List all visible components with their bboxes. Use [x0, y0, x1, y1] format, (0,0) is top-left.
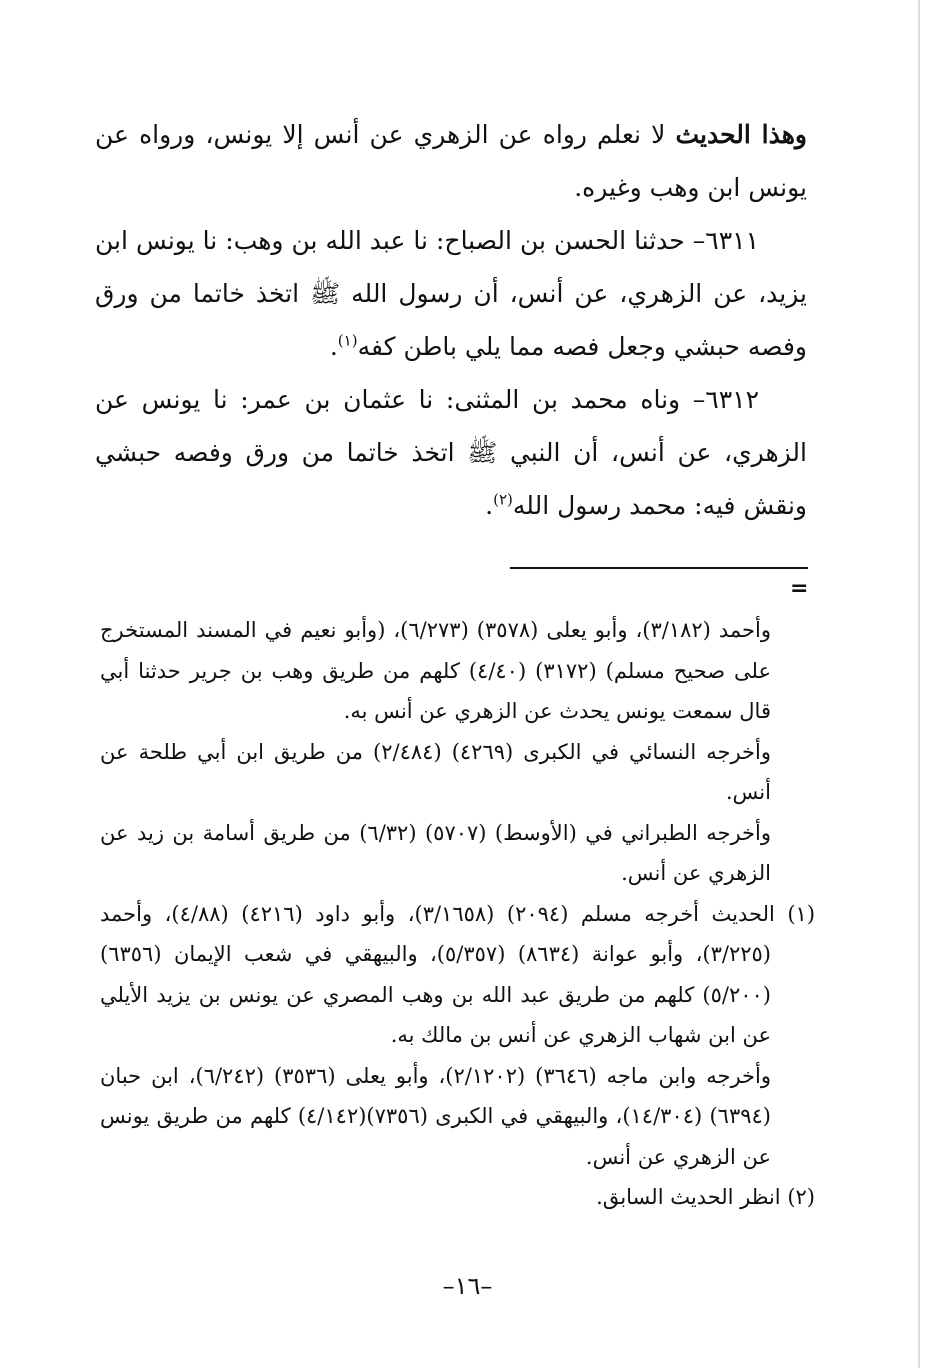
- continuation-mark: =: [790, 576, 809, 601]
- hadith-6312-end: .: [485, 491, 494, 520]
- footnote-1-continued: وأخرجه وابن ماجه (٣٦٤٦) (٢/١٢٠٢)، وأبو يعلى (٣٥٣٦) (٦/٢٤٢)، ابن حبان (٦٣٩٤) (١٤/٣٠٤)، والبيهقي في الكبرى (٧٣٥٦)(٤/١٤٢) كلهم من طريق يونس عن الزهري عن أنس.: [100, 1063, 771, 1169]
- footnote-continuation-1: وأحمد (٣/١٨٢)، وأبو يعلى (٣٥٧٨) (٦/٢٧٣)، (وأبو نعيم في المسند المستخرج على صحيح مسلم) (٣١٧٢) (٤/٤٠) كلهم من طريق وهب بن جرير حدثنا أبي قال سمعت يونس يحدث عن الزهري عن أنس به.: [100, 618, 772, 723]
- footnote-ref-2[interactable]: (٢): [493, 490, 513, 509]
- footnote-separator-line: [510, 567, 808, 569]
- footnote-2: (٢) انظر الحديث السابق.: [596, 1185, 815, 1209]
- footnote-continuation-3: وأخرجه الطبراني في (الأوسط) (٥٧٠٧) (٦/٣٢) من طريق أسامة بن زيد عن الزهري عن أنس.: [100, 820, 772, 885]
- hadith-6312: [95, 373, 807, 532]
- footnote-continuation-2: وأخرجه النسائي في الكبرى (٤٢٦٩) (٢/٤٨٤) من طريق ابن أبي طلحة عن أنس.: [100, 739, 772, 804]
- main-text-block: [95, 108, 807, 532]
- paragraph-intro: [95, 108, 807, 214]
- paragraph-intro-text: لا نعلم رواه عن الزهري عن أنس إلا يونس، ورواه عن يونس ابن وهب وغيره.: [95, 120, 807, 202]
- hadith-6311-end: .: [329, 332, 338, 361]
- hadith-6311-text: ٦٣١١– حدثنا الحسن بن الصباح: نا عبد الله بن وهب: نا يونس ابن يزيد، عن الزهري، عن أنس، أن رسول الله ﷺ اتخذ خاتما من ورق وفصه حبشي وجعل فصه مما يلي باطن كفه: [95, 226, 807, 361]
- paragraph-lead: وهذا الحديث: [675, 120, 807, 149]
- scan-edge-mark: [918, 0, 920, 1368]
- hadith-6312-text: ٦٣١٢– وناه محمد بن المثنى: نا عثمان بن عمر: نا يونس عن الزهري، عن أنس، أن النبي ﷺ اتخذ خاتما من ورق وفصه حبشي ونقش فيه: محمد رسول الله: [95, 385, 807, 520]
- footnote-ref-1[interactable]: (١): [337, 331, 358, 350]
- hadith-6311: [95, 214, 807, 373]
- footnotes-block: [100, 610, 815, 1218]
- page-number: –١٦–: [442, 1272, 493, 1300]
- footnote-1: (١) الحديث أخرجه مسلم (٢٠٩٤) (٣/١٦٥٨)، وأبو داود (٤٢١٦) (٤/٨٨)، وأحمد (٣/٢٢٥)، وأبو عوانة (٨٦٣٤) (٥/٣٥٧)، والبيهقي في شعب الإيمان (٦٣٥٦) (٥/٢٠٠) كلهم من طريق عبد الله بن وهب المصري عن يونس بن يزيد الأيلي عن ابن شهاب الزهري عن أنس بن مالك به.: [100, 901, 816, 1047]
